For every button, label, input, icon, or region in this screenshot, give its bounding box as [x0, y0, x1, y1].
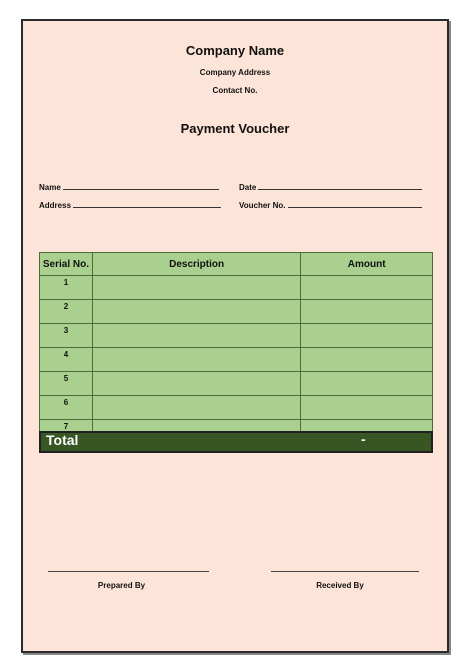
- received-by-label: Received By: [316, 581, 364, 590]
- table-row: [40, 324, 433, 348]
- description-cell[interactable]: [92, 348, 300, 372]
- amount-cell[interactable]: [301, 372, 433, 396]
- table-row: [40, 276, 433, 300]
- serial-cell: 6: [40, 396, 93, 420]
- table-row: [40, 396, 433, 420]
- description-cell[interactable]: [92, 276, 300, 300]
- address-field[interactable]: [39, 200, 221, 210]
- address-line[interactable]: [73, 200, 221, 208]
- table-header-row: [40, 253, 433, 276]
- amount-cell[interactable]: [301, 396, 433, 420]
- description-header: Description: [92, 253, 300, 276]
- voucher-number-line[interactable]: [288, 200, 422, 208]
- contact-number: Contact No.: [212, 86, 258, 95]
- table-row: [40, 300, 433, 324]
- serial-cell: 4: [40, 348, 93, 372]
- table-row: [40, 372, 433, 396]
- serial-cell: 7: [40, 420, 93, 444]
- total-label: Total: [46, 432, 79, 448]
- description-cell[interactable]: [92, 396, 300, 420]
- voucher-page: [21, 19, 449, 653]
- name-label: Name: [39, 183, 61, 192]
- voucher-number-label: Voucher No.: [239, 201, 286, 210]
- amount-cell[interactable]: [301, 324, 433, 348]
- description-cell[interactable]: [92, 372, 300, 396]
- name-line[interactable]: [63, 182, 219, 190]
- prepared-by-label: Prepared By: [97, 581, 146, 590]
- address-label: Address: [39, 201, 72, 210]
- description-cell[interactable]: [92, 324, 300, 348]
- company-name: Company Name: [185, 43, 285, 58]
- company-address: Company Address: [199, 68, 271, 77]
- serial-header: Serial No.: [40, 253, 93, 276]
- name-field[interactable]: [39, 182, 219, 192]
- serial-cell: 1: [40, 276, 93, 300]
- date-line[interactable]: [258, 182, 422, 190]
- amount-cell[interactable]: [301, 300, 433, 324]
- date-label: Date: [239, 183, 257, 192]
- items-table: [39, 252, 433, 444]
- voucher-number-field[interactable]: [239, 200, 422, 210]
- amount-cell[interactable]: [301, 348, 433, 372]
- total-row: [39, 431, 433, 453]
- voucher-title: Payment Voucher: [180, 121, 290, 136]
- amount-header: Amount: [301, 253, 433, 276]
- serial-cell: 5: [40, 372, 93, 396]
- amount-cell[interactable]: [301, 276, 433, 300]
- description-cell[interactable]: [92, 300, 300, 324]
- received-by-line: [271, 571, 419, 572]
- table-row: [40, 348, 433, 372]
- total-value: -: [361, 431, 366, 447]
- serial-cell: 3: [40, 324, 93, 348]
- prepared-by-line: [48, 571, 209, 572]
- serial-cell: 2: [40, 300, 93, 324]
- date-field[interactable]: [239, 182, 422, 192]
